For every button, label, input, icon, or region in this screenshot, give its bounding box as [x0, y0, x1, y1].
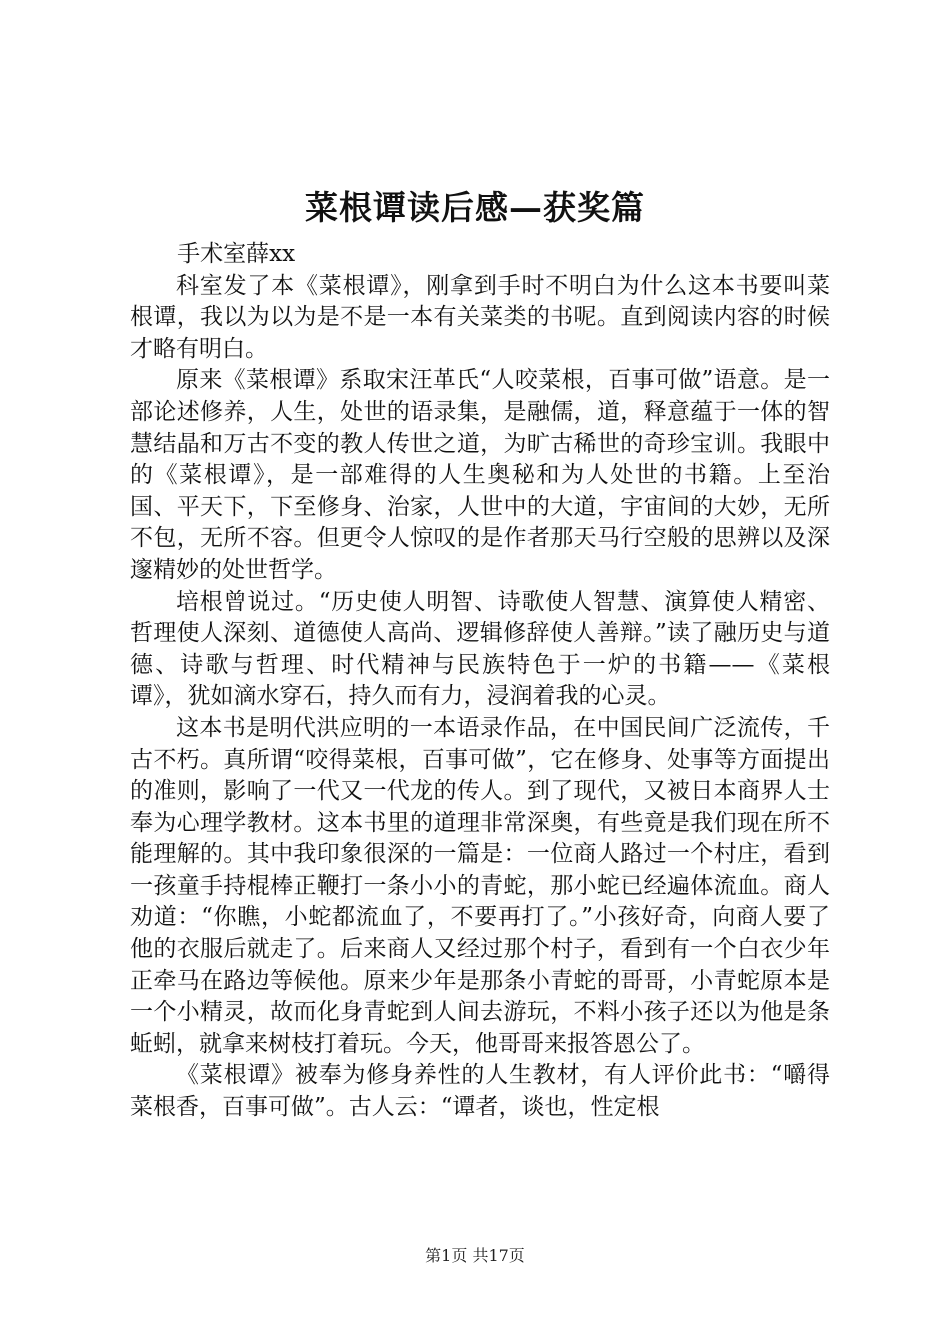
page-number-footer: 第1页 共17页 — [425, 1246, 525, 1265]
author-line: 手术室薛xx — [177, 241, 296, 267]
paragraph-2: 原来《菜根谭》系取宋汪革氏“人咬菜根，百事可做”语意。是一部论述修养，人生，处世的语录集，是融儒，道，释意蕴于一体的智慧结晶和万古不变的教人传世之道，为旷古稀世的奇珍宝训。我眼中的《菜根谭》，是一部难得的人生奥秘和为人处世的书籍。上至治国、平天下，下至修身、治家，人世中的大道，宇宙间的大妙，无所不包，无所不容。但更令人惊叹的是作者那天马行空般的思辨以及深邃精妙的处世哲学。 — [130, 367, 830, 583]
paragraph-1: 科室发了本《菜根谭》，刚拿到手时不明白为什么这本书要叫菜根谭，我以为以为是不是一本有关菜类的书呢。直到阅读内容的时候才略有明白。 — [130, 272, 830, 362]
document-body — [130, 239, 830, 1124]
paragraph-5: 《菜根谭》被奉为修身养性的人生教材，有人评价此书：“嚼得菜根香，百事可做”。古人云：“谭者，谈也，性定根 — [130, 1062, 830, 1121]
paragraph-4: 这本书是明代洪应明的一本语录作品，在中国民间广泛流传，千古不朽。真所谓“咬得菜根，百事可做”，它在修身、处事等方面提出的准则，影响了一代又一代龙的传人。到了现代，又被日本商界人士奉为心理学教材。这本书里的道理非常深奥，有些竟是我们现在所不能理解的。其中我印象很深的一篇是：一位商人路过一个村庄，看到一孩童手持棍棒正鞭打一条小小的青蛇，那小蛇已经遍体流血。商人劝道：“你瞧，小蛇都流血了，不要再打了。”小孩好奇，向商人要了他的衣服后就走了。后来商人又经过那个村子，看到有一个白衣少年正牵马在路边等候他。原来少年是那条小青蛇的哥哥，小青蛇原本是一个小精灵，故而化身青蛇到人间去游玩，不料小孩子还以为他是条蚯蚓，就拿来树枝打着玩。今天，他哥哥来报答恩公了。 — [130, 714, 830, 1057]
document-title: 菜根谭读后感—获奖篇 — [305, 188, 645, 227]
paragraph-3: 培根曾说过。“历史使人明智、诗歌使人智慧、演算使人精密、哲理使人深刻、道德使人高尚、逻辑修辞使人善辩。”读了融历史与道德、诗歌与哲理、时代精神与民族特色于一炉的书籍——《菜根谭》，犹如滴水穿石，持久而有力，浸润着我的心灵。 — [130, 588, 830, 710]
